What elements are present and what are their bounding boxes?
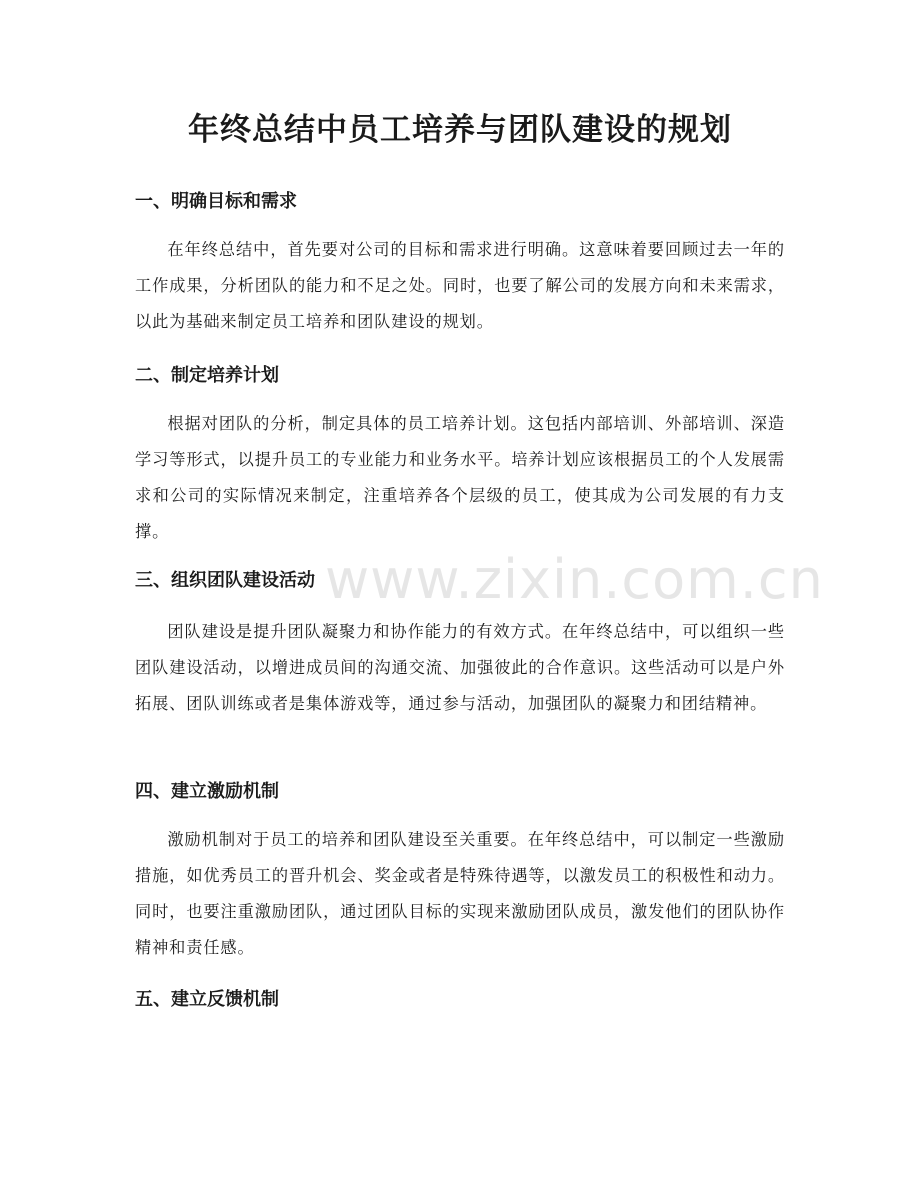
section-paragraph-1: 在年终总结中，首先要对公司的目标和需求进行明确。这意味着要回顾过去一年的工作成果，分析团队的能力和不足之处。同时，也要了解公司的发展方向和未来需求，以此为基础来制定员工培养和团队建设的规划。: [135, 240, 785, 331]
watermark: www.zixin.com.cn: [325, 548, 824, 611]
section-heading-1: 一、明确目标和需求: [135, 191, 297, 212]
section-paragraph-4: 激励机制对于员工的培养和团队建设至关重要。在年终总结中，可以制定一些激励措施，如优秀员工的晋升机会、奖金或者是特殊待遇等，以激发员工的积极性和动力。同时，也要注重激励团队，通过团队目标的实现来激励团队成员，激发他们的团队协作精神和责任感。: [135, 830, 785, 957]
section-heading-4: 四、建立激励机制: [135, 781, 279, 802]
section-paragraph-2: 根据对团队的分析，制定具体的员工培养计划。这包括内部培训、外部培训、深造学习等形式，以提升员工的专业能力和业务水平。培养计划应该根据员工的个人发展需求和公司的实际情况来制定，注重培养各个层级的员工，使其成为公司发展的有力支撑。: [135, 414, 785, 541]
section-heading-3: 三、组织团队建设活动: [135, 570, 315, 591]
section-heading-5: 五、建立反馈机制: [135, 989, 279, 1010]
page-title: 年终总结中员工培养与团队建设的规划: [188, 112, 732, 148]
section-heading-2: 二、制定培养计划: [135, 365, 279, 386]
section-paragraph-3: 团队建设是提升团队凝聚力和协作能力的有效方式。在年终总结中，可以组织一些团队建设活动，以增进成员间的沟通交流、加强彼此的合作意识。这些活动可以是户外拓展、团队训练或者是集体游戏等，通过参与活动，加强团队的凝聚力和团结精神。: [135, 622, 785, 713]
